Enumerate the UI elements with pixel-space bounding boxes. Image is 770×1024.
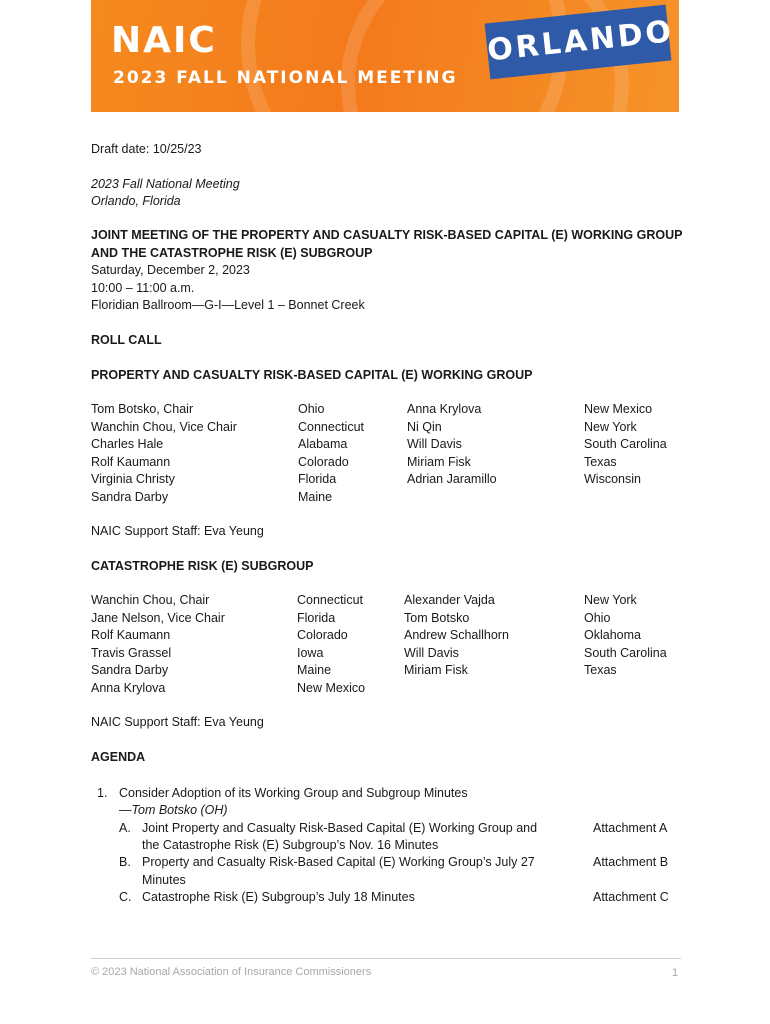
working-group-states-2 — [584, 401, 667, 489]
member-name: Andrew Schallhorn — [404, 628, 509, 642]
meeting-name: 2023 Fall National Meeting — [91, 177, 240, 191]
working-group-states — [298, 401, 364, 506]
footer-divider — [91, 958, 681, 959]
meeting-title-line2: AND THE CATASTROPHE RISK (E) SUBGROUP — [91, 246, 373, 260]
agenda-subitem-text: Property and Casualty Risk-Based Capital (E) Working Group’s July 27 — [142, 855, 535, 869]
member-state: Oklahoma — [584, 628, 641, 642]
working-group-heading: PROPERTY AND CASUALTY RISK-BASED CAPITAL (E) WORKING GROUP — [91, 368, 533, 382]
subgroup-heading: CATASTROPHE RISK (E) SUBGROUP — [91, 559, 314, 573]
draft-date: Draft date: 10/25/23 — [91, 142, 202, 156]
member-name: Wanchin Chou, Chair — [91, 593, 210, 607]
member-state: New York — [584, 419, 637, 434]
member-name: Will Davis — [407, 437, 462, 451]
working-group-members-2 — [407, 401, 497, 489]
agenda-subitem-letter: A. — [119, 821, 131, 835]
member-state: New Mexico — [297, 680, 366, 695]
member-state: Ohio — [584, 610, 611, 625]
meeting-room: Floridian Ballroom—G-I—Level 1 – Bonnet Creek — [91, 298, 365, 312]
member-state: Connecticut — [297, 593, 364, 607]
member-name: Tom Botsko, Chair — [91, 402, 194, 416]
member-name: Wanchin Chou, Vice Chair — [91, 419, 237, 434]
member-state: South Carolina — [584, 645, 667, 660]
working-group-members — [91, 401, 237, 506]
member-name: Anna Krylova — [407, 402, 482, 416]
orlando-badge: ORLANDO — [485, 5, 672, 80]
attachment-label: Attachment C — [593, 890, 669, 904]
meeting-location: Orlando, Florida — [91, 194, 181, 208]
member-name: Adrian Jaramillo — [407, 472, 497, 486]
footer-copyright: © 2023 National Association of Insurance Commissioners — [91, 966, 372, 978]
member-name: Alexander Vajda — [404, 593, 495, 607]
member-name: Miriam Fisk — [404, 663, 468, 677]
naic-logo: NAIC — [111, 20, 217, 61]
member-name: Jane Nelson, Vice Chair — [91, 610, 225, 625]
meeting-date: Saturday, December 2, 2023 — [91, 263, 250, 277]
working-group-staff: NAIC Support Staff: Eva Yeung — [91, 524, 264, 538]
member-state: New York — [584, 593, 637, 607]
member-state: Connecticut — [298, 419, 365, 434]
member-state: Wisconsin — [584, 472, 641, 486]
member-name: Travis Grassel — [91, 645, 172, 660]
member-name: Ni Qin — [407, 419, 442, 434]
agenda-heading: AGENDA — [91, 750, 146, 764]
member-name: Rolf Kaumann — [91, 628, 171, 642]
member-state: New Mexico — [584, 402, 653, 416]
agenda-subitem-text: Minutes — [142, 873, 186, 887]
subgroup-staff: NAIC Support Staff: Eva Yeung — [91, 715, 264, 729]
member-name: Rolf Kaumann — [91, 454, 171, 469]
member-state: Iowa — [297, 645, 324, 660]
agenda-item-presenter: —Tom Botsko (OH) — [119, 803, 228, 817]
member-name: Sandra Darby — [91, 489, 169, 504]
member-state: Texas — [584, 454, 617, 469]
member-state: Texas — [584, 663, 617, 677]
subgroup-states-2 — [584, 592, 667, 680]
agenda-item-number: 1. — [97, 786, 108, 800]
member-state: Florida — [297, 610, 336, 625]
meeting-banner-title: 2023 FALL NATIONAL MEETING — [113, 68, 458, 88]
agenda-subitem-letter: C. — [119, 890, 132, 904]
agenda-subitem-text: the Catastrophe Risk (E) Subgroup’s Nov. 16 Minutes — [142, 838, 439, 852]
member-state: Maine — [298, 489, 333, 504]
subgroup-members — [91, 592, 225, 697]
member-state: Colorado — [297, 628, 348, 642]
member-name: Virginia Christy — [91, 472, 175, 486]
member-name: Anna Krylova — [91, 680, 166, 695]
member-state: South Carolina — [584, 437, 667, 451]
attachment-label: Attachment A — [593, 821, 668, 835]
roll-call-heading: ROLL CALL — [91, 333, 162, 347]
member-name: Tom Botsko — [404, 610, 470, 625]
meeting-time: 10:00 – 11:00 a.m. — [91, 281, 195, 295]
attachment-label: Attachment B — [593, 855, 669, 869]
member-name: Will Davis — [404, 645, 459, 660]
member-name: Miriam Fisk — [407, 454, 471, 469]
page-number: 1 — [672, 967, 679, 979]
agenda-subitem-text: Catastrophe Risk (E) Subgroup’s July 18 Minutes — [142, 890, 415, 904]
meeting-title-line1: JOINT MEETING OF THE PROPERTY AND CASUALTY RISK-BASED CAPITAL (E) WORKING GROUP — [91, 228, 683, 242]
member-state: Alabama — [298, 437, 348, 451]
subgroup-members-2 — [404, 592, 509, 680]
member-name: Sandra Darby — [91, 663, 169, 677]
subgroup-states — [297, 592, 365, 697]
meeting-banner — [91, 0, 679, 112]
member-name: Charles Hale — [91, 437, 164, 451]
member-state: Colorado — [298, 454, 349, 469]
agenda-subitem-text: Joint Property and Casualty Risk-Based Capital (E) Working Group and — [142, 821, 538, 835]
agenda-subitem-letter: B. — [119, 855, 131, 869]
member-state: Ohio — [298, 402, 325, 416]
member-state: Maine — [297, 663, 332, 677]
agenda-item-title: Consider Adoption of its Working Group and Subgroup Minutes — [119, 786, 468, 800]
member-state: Florida — [298, 472, 337, 486]
